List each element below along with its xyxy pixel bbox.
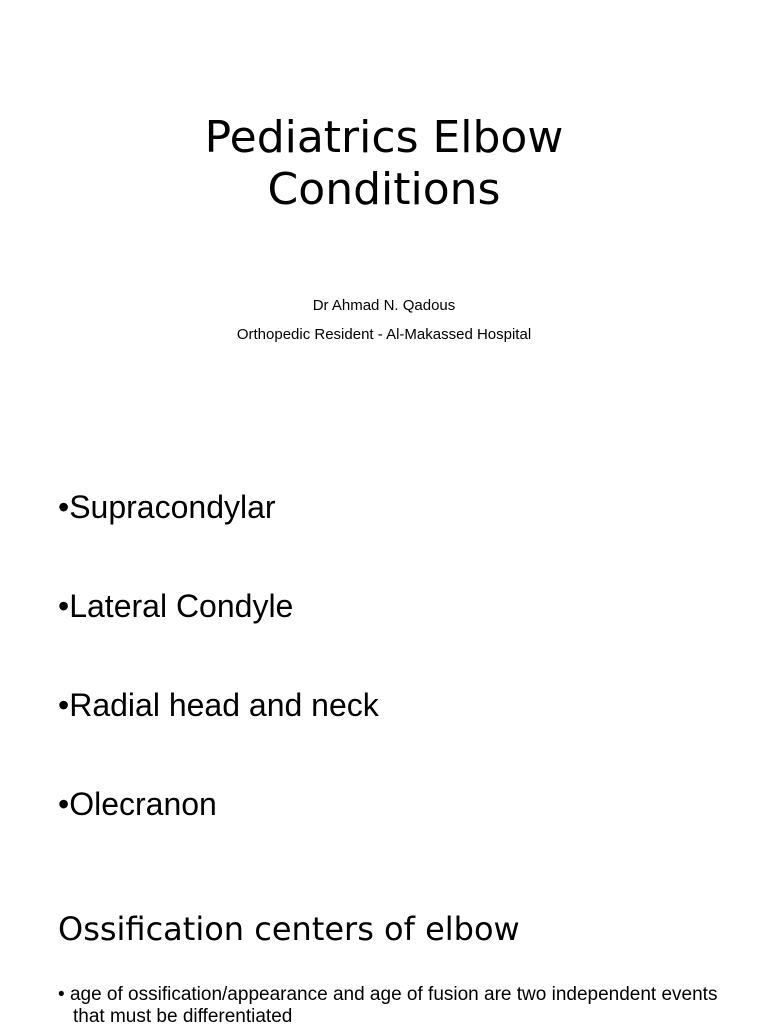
bullet-text: age of ossification/appearance and age of fusion are two independent events that must be differentiated bbox=[69, 984, 718, 1027]
bullet-marker: • bbox=[58, 984, 65, 1005]
list-item: •Lateral Condyle bbox=[58, 588, 294, 624]
topic-list bbox=[58, 484, 379, 880]
list-item: •Radial head and neck bbox=[58, 687, 379, 723]
author-affiliation: Orthopedic Resident - Al-Makassed Hospital bbox=[236, 326, 532, 343]
list-item: •Olecranon bbox=[58, 786, 217, 822]
title-line-2: Conditions bbox=[267, 164, 501, 215]
list-item: •Supracondylar bbox=[58, 489, 276, 525]
author-name: Dr Ahmad N. Qadous bbox=[312, 297, 456, 314]
section-title: Ossification centers of elbow bbox=[58, 910, 520, 948]
presentation-title bbox=[0, 112, 768, 216]
title-slide bbox=[0, 0, 768, 460]
ossification-note bbox=[58, 984, 753, 1028]
title-line-1: Pediatrics Elbow bbox=[204, 112, 564, 163]
